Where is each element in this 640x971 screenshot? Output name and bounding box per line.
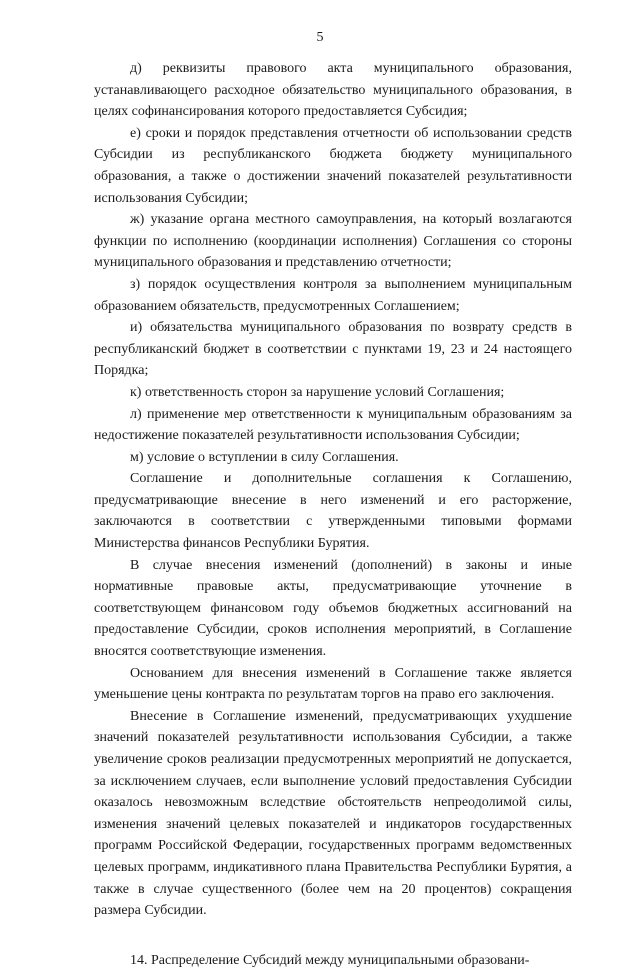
paragraph-law-changes: В случае внесения изменений (дополнений) в законы и иные нормативные правовые акты, предусматривающие уточнение в соответствующем финансовом году объемов бюджетных ассигнований на предоставление Субсидии, сроков исполнения мероприятий, в Соглашение вносятся соответствующие изменения. — [94, 557, 572, 660]
paragraph-item-z: з) порядок осуществления контроля за выполнением муниципальным образованием обязательств, предусмотренных Соглашением; — [94, 276, 572, 314]
paragraph-worsening-indicators: Внесение в Соглашение изменений, предусматривающих ухудшение значений показателей результативности использования Субсидии, а также увеличение сроков реализации предусмотренных мероприятий не допускается, за исключением случаев, если выполнение условий предоставления Субсидии оказалось невозможным вследствие обстоятельств непреодолимой силы, изменения значений целевых показателей и индикаторов государственных программ Российской Федерации, государственных программ ведомственных целевых программ, индикативного плана Правительства Республики Бурятия, а также в случае существенного (более чем на 20 процентов) сокращения размера Субсидии. — [94, 708, 572, 919]
paragraph-item-m: м) условие о вступлении в силу Соглашения. — [130, 449, 399, 465]
paragraph-section-14: 14. Распределение Субсидий между муниципальными образовани- — [130, 952, 530, 968]
paragraph-item-e: е) сроки и порядок представления отчетности об использовании средств Субсидии из республиканского бюджета бюджету муниципального образования, а также о достижении значений показателей результативности использования Субсидии; — [94, 125, 572, 206]
paragraph-item-i: и) обязательства муниципального образования по возврату средств в республиканский бюджет в соответствии с пунктами 19, 23 и 24 настоящего Порядка; — [94, 320, 572, 379]
paragraph-item-zh: ж) указание органа местного самоуправления, на который возлагаются функции по исполнению (координации исполнения) Соглашения со стороны муниципального образования и представлению отчетности; — [94, 212, 572, 271]
paragraph-item-d: д) реквизиты правового акта муниципального образования, устанавливающего расходное обязательство муниципального образования, в целях софинансирования которого предоставляется Субсидия; — [94, 61, 572, 120]
paragraph-contract-price: Основанием для внесения изменений в Соглашение также является уменьшение цены контракта по результатам торгов на право его заключения. — [94, 665, 572, 703]
page-number: 5 — [316, 30, 324, 45]
paragraph-agreement-forms: Соглашение и дополнительные соглашения к Соглашению, предусматривающие внесение в него изменений и его расторжение, заключаются в соответствии с утвержденными типовыми формами Министерства финансов Республики Бурятия. — [94, 471, 572, 552]
paragraph-item-l: л) применение мер ответственности к муниципальным образованиям за недостижение показателей результативности использования Субсидии; — [94, 406, 572, 444]
paragraph-item-k: к) ответственность сторон за нарушение условий Соглашения; — [130, 384, 505, 400]
document-body — [94, 58, 572, 971]
